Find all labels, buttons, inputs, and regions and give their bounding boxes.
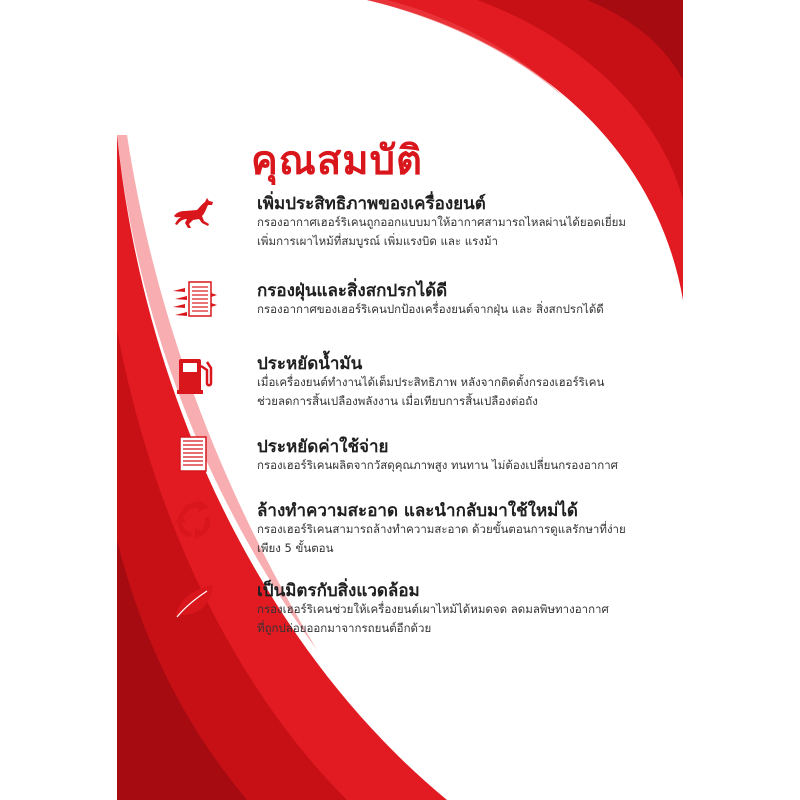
feature-description-line: ช่วยลดการสิ้นเปลืองพลังงาน เมื่อเทียบการสิ้นเปลืองต่อถัง: [257, 394, 538, 408]
feature-description: [257, 213, 626, 251]
feature-title: เป็นมิตรกับสิ่งแวดล้อม: [257, 581, 420, 601]
feature-description: [257, 373, 604, 411]
poster: [117, 0, 683, 800]
feature-item-dust-filter: [171, 277, 671, 347]
feature-title: กรองฝุ่นและสิ่งสกปรกได้ดี: [257, 281, 448, 301]
feature-title: ประหยัดค่าใช้จ่าย: [257, 437, 389, 457]
feature-description-line: เพียง 5 ขั้นตอน: [257, 541, 334, 555]
feature-description-line: ที่ถูกปล่อยออกมาจากรถยนต์อีกด้วย: [257, 621, 432, 635]
feature-description-line: เมื่อเครื่องยนต์ทำงานได้เต็มประสิทธิภาพ หลังจากติดตั้งกรองเฮอร์ริเคน: [257, 375, 605, 389]
feature-item-eco-friendly: [171, 577, 671, 647]
feature-description-line: กรองเฮอร์ริเคนช่วยให้เครื่องยนต์เผาไหม้ได้หมดจด ลดมลพิษทางอากาศ: [257, 602, 609, 616]
feature-title: ประหยัดน้ำมัน: [257, 354, 363, 374]
feature-description: [257, 520, 626, 558]
feature-item-washable-reusable: [171, 497, 671, 567]
feature-description: [257, 600, 609, 638]
feature-title: เพิ่มประสิทธิภาพของเครื่องยนต์: [257, 194, 486, 214]
air-filter-icon: [171, 433, 217, 479]
page-title: คุณสมบัติ: [251, 138, 424, 184]
running-horse-icon: [171, 190, 217, 236]
feature-description-line: กรองเฮอร์ริเคนสามารถล้างทำความสะอาด ด้วยขั้นตอนการดูแลรักษาที่ง่าย: [257, 522, 626, 536]
recycle-arrows-icon: [171, 497, 217, 543]
feature-description: [257, 300, 604, 319]
filter-dust-icon: [171, 277, 217, 323]
feature-description-line: กรองเฮอร์ริเคนผลิตจากวัสดุคุณภาพสูง ทนทาน ไม่ต้องเปลี่ยนกรองอากาศ: [257, 458, 618, 472]
fuel-pump-icon: [171, 350, 217, 396]
feature-item-cost-saving: [171, 433, 671, 503]
feature-title: ล้างทำความสะอาด และนำกลับมาใช้ใหม่ได้: [257, 501, 578, 521]
feature-description-line: กรองอากาศของเฮอร์ริเคนปกป้องเครื่องยนต์จากฝุ่น และ สิ่งสกปรกได้ดี: [257, 302, 604, 316]
feature-description: [257, 456, 618, 475]
feature-description-line: กรองอากาศเฮอร์ริเคนถูกออกแบบมาให้อากาศสามารถไหลผ่านได้ยอดเยี่ยม: [257, 215, 626, 229]
feature-item-engine-performance: [171, 190, 671, 260]
feature-description-line: เพิ่มการเผาไหม้ที่สมบูรณ์ เพิ่มแรงบิด และ แรงม้า: [257, 234, 498, 248]
feature-item-fuel-saving: [171, 350, 671, 420]
leaf-icon: [171, 577, 217, 623]
